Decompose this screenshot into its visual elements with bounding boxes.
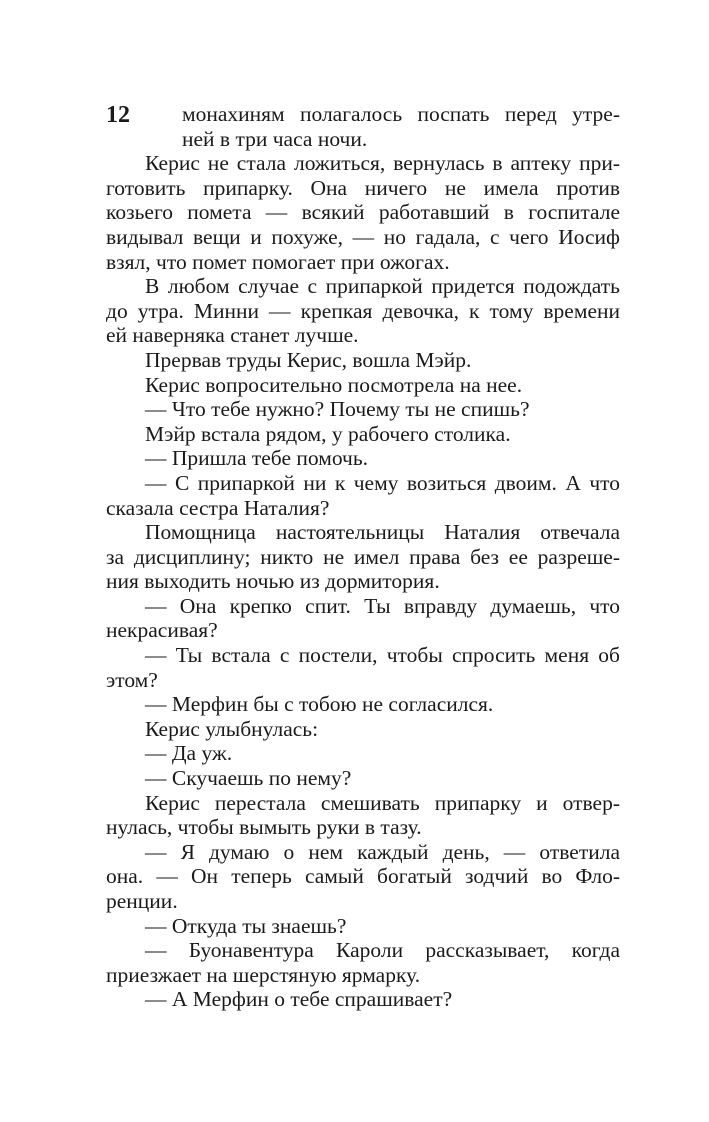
text-line: за дисциплину; никто не имел права без ее разреше-	[106, 544, 620, 569]
text-line: нулась, чтобы вымыть руки в тазу.	[106, 815, 422, 840]
text-line: козьего помета — всякий работавший в госпитале	[106, 200, 620, 225]
text-line: — Что тебе нужно? Почему ты не спишь?	[145, 397, 530, 422]
text-line: — Ты встала с постели, чтобы спросить меня об	[145, 643, 620, 668]
text-line: — Пришла тебе помочь.	[145, 446, 369, 471]
text-line: — А Мерфин о тебе спрашивает?	[145, 987, 453, 1012]
text-line: приезжает на шерстяную ярмарку.	[106, 962, 421, 987]
text-line: до утра. Минни — крепкая девочка, к тому времени	[106, 298, 620, 323]
text-line: Керис перестала смешивать припарку и отвер-	[145, 790, 620, 815]
text-line: — Я думаю о нем каждый день, — ответила	[145, 839, 620, 864]
text-line: Керис не стала ложиться, вернулась в аптеку при-	[145, 151, 620, 176]
text-line: ренции.	[106, 889, 178, 913]
text-line: сказала сестра Наталия?	[106, 495, 330, 520]
text-line: готовить припарку. Она ничего не имела против	[106, 175, 620, 200]
text-line: — Буонавентура Кароли рассказывает, когда	[145, 938, 620, 963]
text-line: взял, что помет помогает при ожогах.	[106, 249, 450, 274]
page-number: 12	[106, 102, 130, 128]
text-line: ния выходить ночью из дормитория.	[106, 569, 440, 594]
text-line: монахиням полагалось поспать перед утре-	[182, 102, 620, 126]
text-line: Прервав труды Керис, вошла Мэйр.	[145, 347, 472, 372]
text-line: Керис вопросительно посмотрела на нее.	[145, 372, 523, 397]
text-line: Мэйр встала рядом, у рабочего столика.	[145, 421, 511, 446]
text-line: Керис улыбнулась:	[145, 716, 319, 741]
text-line: Помощница настоятельницы Наталия отвечала	[145, 520, 620, 545]
text-line: — С припаркой ни к чему возиться двоим. А что	[145, 470, 620, 495]
text-line: В любом случае с припаркой придется подождать	[145, 274, 620, 299]
text-line: ней в три часа ночи.	[182, 126, 368, 151]
text-line: — Да уж.	[145, 741, 233, 766]
text-line: — Скучаешь по нему?	[145, 766, 352, 791]
text-line: этом?	[106, 667, 158, 692]
text-line: видывал вещи и похуже, — но гадала, с чего Иосиф	[106, 224, 620, 249]
text-line: — Откуда ты знаешь?	[145, 913, 347, 938]
text-line: ей наверняка станет лучше.	[106, 323, 359, 348]
text-line: некрасивая?	[106, 618, 218, 643]
text-line: — Мерфин бы с тобою не согласился.	[145, 692, 494, 717]
text-line: — Она крепко спит. Ты вправду думаешь, что	[145, 593, 620, 618]
text-line: она. — Он теперь самый богатый зодчий во Фло-	[106, 864, 620, 889]
body-text	[106, 102, 620, 1012]
